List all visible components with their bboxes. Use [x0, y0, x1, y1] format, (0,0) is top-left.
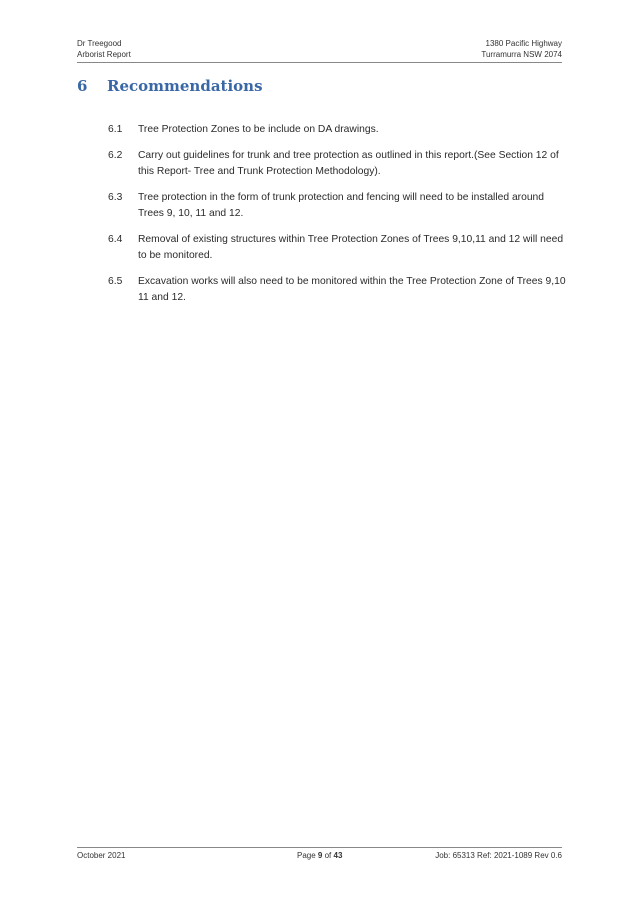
header-address-line1: 1380 Pacific Highway — [485, 39, 562, 48]
item-text: Tree Protection Zones to be include on DA drawings. — [138, 124, 379, 135]
page-number — [297, 850, 342, 861]
list-item — [108, 148, 568, 180]
item-number: 6.1 — [108, 124, 123, 135]
page-total: 43 — [333, 851, 343, 860]
item-text: Tree protection in the form of trunk protection and fencing will need to be installed around Trees 9, 10, 11 and 12. — [138, 192, 545, 219]
section-title: Recommendations — [107, 77, 263, 95]
list-item — [108, 274, 568, 306]
item-text: Carry out guidelines for trunk and tree protection as outlined in this report.(See Section 12 of this Report- Tree and Trunk Protection Methodology). — [138, 150, 559, 177]
page-header — [77, 38, 562, 62]
header-address-line2: Turramurra NSW 2074 — [481, 50, 562, 59]
item-number: 6.4 — [108, 234, 123, 245]
list-item — [108, 190, 568, 222]
item-number: 6.5 — [108, 276, 123, 287]
footer-divider — [77, 847, 562, 848]
header-report-type: Arborist Report — [77, 50, 131, 59]
item-text: Removal of existing structures within Tree Protection Zones of Trees 9,10,11 and 12 will need to be monitored. — [138, 234, 564, 261]
footer-date: October 2021 — [77, 851, 126, 860]
header-left — [77, 38, 131, 60]
page-footer — [77, 850, 562, 862]
page-prefix: Page — [297, 851, 316, 860]
item-number: 6.3 — [108, 192, 123, 203]
section-number: 6 — [77, 77, 88, 95]
list-item — [108, 232, 568, 264]
header-divider — [77, 62, 562, 63]
item-number: 6.2 — [108, 150, 123, 161]
recommendations-list — [108, 122, 568, 316]
header-author: Dr Treegood — [77, 39, 122, 48]
section-heading — [77, 76, 562, 96]
item-text: Excavation works will also need to be monitored within the Tree Protection Zone of Trees 9,10 11 and 12. — [138, 276, 566, 303]
footer-job-ref: Job: 65313 Ref: 2021-1089 Rev 0.6 — [435, 851, 562, 860]
page-of: of — [324, 851, 332, 860]
list-item — [108, 122, 568, 138]
page-current: 9 — [317, 851, 323, 860]
header-right — [481, 38, 562, 60]
